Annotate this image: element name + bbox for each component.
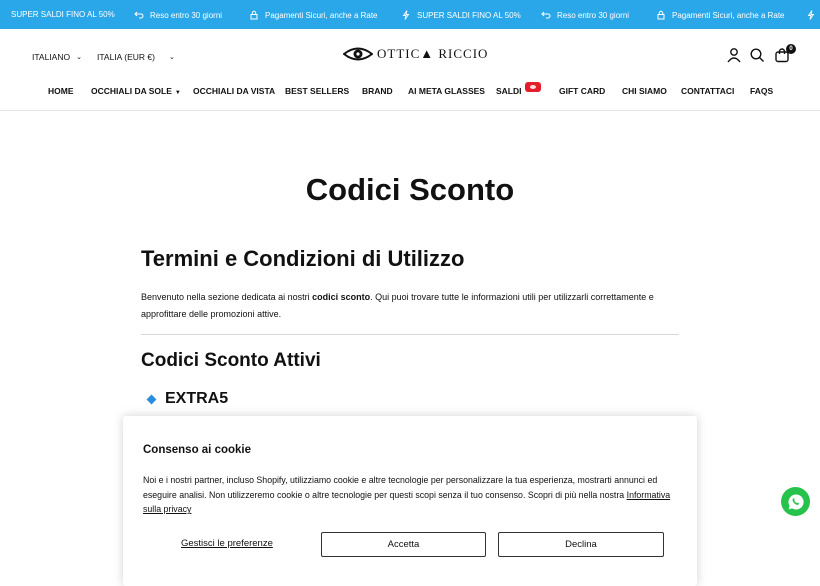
diamond-bullet-icon [147,394,157,404]
lock-icon [249,10,259,20]
language-selector[interactable] [32,52,82,62]
lock-icon [656,10,666,20]
site-logo[interactable] [343,45,488,63]
announcement-item [656,10,785,20]
site-header [0,29,820,111]
nav-item-faqs[interactable]: FAQS [750,86,774,96]
sale-badge-icon [525,82,541,92]
announcement-text: Pagamenti Sicuri, anche a Rate [265,10,378,20]
cart-count-badge: 0 [786,44,796,54]
nav-item-gift-card[interactable]: GIFT CARD [559,86,606,96]
announcement-item [806,10,816,20]
announcement-item [541,10,629,20]
section-heading-active-codes: Codici Sconto Attivi [141,350,321,371]
chevron-down-icon: ▼ [174,90,181,96]
whatsapp-icon [787,493,805,511]
announcement-item [134,10,222,20]
page-title: Codici Sconto [305,172,515,207]
cookie-title: Consenso ai cookie [143,444,252,456]
accept-button[interactable]: Accetta [321,532,486,557]
intro-paragraph: Benvenuto nella sezione dedicata ai nostri codici sconto. Qui puoi trovare tutte le informazioni utili per utilizzarli correttamente e approfittare delle promozioni attive. [141,292,654,319]
announcement-text: Reso entro 30 giorni [150,10,223,20]
announcement-bar [0,0,820,29]
cookie-consent-banner [123,416,697,586]
announcement-text: Pagamenti Sicuri, anche a Rate [672,10,785,20]
announcement-text: Reso entro 30 giorni [557,10,630,20]
nav-item-chi-siamo[interactable]: CHI SIAMO [622,86,667,96]
announcement-item [11,10,115,19]
announcement-item [401,10,521,20]
privacy-policy-link[interactable]: Informativa sulla privacy [143,489,671,514]
nav-item-contattaci[interactable]: CONTATTACI [681,86,735,96]
chevron-down-icon: ⌄ [76,54,82,61]
section-heading-terms: Termini e Condizioni di Utilizzo [141,246,465,271]
currency-selector[interactable] [97,52,175,62]
discount-code-item [148,390,228,408]
return-arrow-icon [134,10,144,20]
discount-code-label: EXTRA5 [165,390,229,407]
bolt-icon [806,10,816,20]
nav-item-brand[interactable]: BRAND [362,86,393,96]
divider [141,334,679,335]
announcement-text: SUPER SALDI FINO AL 50% [417,10,521,20]
nav-item-occhiali-da-vista[interactable]: OCCHIALI DA VISTA [193,86,276,96]
whatsapp-chat-button[interactable] [781,487,810,516]
manage-preferences-link[interactable]: Gestisci le preferenze [181,538,273,549]
nav-item-saldi[interactable]: SALDI [496,86,522,96]
nav-item-home[interactable]: HOME [48,86,74,96]
bolt-icon [401,10,411,20]
eye-logo-icon [343,45,373,63]
account-icon[interactable] [726,47,742,63]
chevron-down-icon: ⌄ [168,54,175,61]
logo-text: OTTIC▲ RICCIO [377,46,489,61]
cookie-text: Noi e i nostri partner, incluso Shopify, utilizziamo cookie e altre tecnologie per personalizzare la tua esperienza, mostrarti annunci ed eseguire analisi. Non utilizzeremo cookie o altre tecnologie per questi scopi senza il tuo consenso. Scopri di più nella nostra Informativa sulla privacy [143,475,671,514]
currency-label: ITALIA (EUR €) [97,52,155,62]
nav-item-best-sellers[interactable]: BEST SELLERS [285,86,350,96]
decline-button[interactable]: Declina [498,532,664,557]
language-label: ITALIANO [32,52,71,62]
announcement-item [249,10,378,20]
return-arrow-icon [541,10,551,20]
nav-item-ai-meta-glasses[interactable]: AI META GLASSES [408,86,485,96]
announcement-text: SUPER SALDI FINO AL 50% [11,10,115,19]
search-icon[interactable] [749,47,765,63]
nav-item-occhiali-da-sole[interactable]: OCCHIALI DA SOLE ▼ [91,86,181,96]
